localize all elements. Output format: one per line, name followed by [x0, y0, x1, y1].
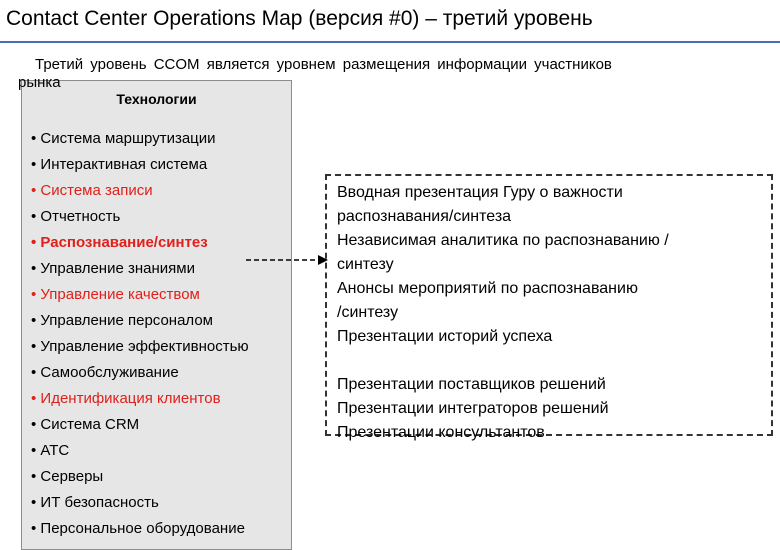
info-line: синтезу — [337, 256, 394, 273]
technology-item: • Самообслуживание — [31, 364, 179, 381]
technology-item: • Управление персоналом — [31, 312, 213, 329]
info-line: Презентации поставщиков решений — [337, 376, 606, 393]
technology-item: • ИТ безопасность — [31, 494, 159, 511]
intro-text: Третий уровень CCOM является уровнем размещения информации участников — [35, 56, 612, 73]
technology-item: • Управление эффективностью — [31, 338, 249, 355]
info-line: Вводная презентация Гуру о важности — [337, 184, 623, 201]
page-title: Contact Center Operations Map (версия #0) – третий уровень — [6, 7, 593, 30]
technology-item: • Управление знаниями — [31, 260, 195, 277]
technology-item: • Идентификация клиентов — [31, 390, 221, 407]
technology-item: • Система маршрутизации — [31, 130, 216, 147]
info-line: Презентации консультантов — [337, 424, 545, 441]
info-line: /синтезу — [337, 304, 399, 321]
info-line: распознавания/синтеза — [337, 208, 512, 225]
technology-item: • Отчетность — [31, 208, 121, 225]
technologies-list — [31, 126, 249, 542]
info-line: Независимая аналитика по распознаванию / — [337, 232, 669, 249]
technologies-heading: Технологии — [116, 91, 197, 107]
technology-item: • Распознавание/синтез — [31, 234, 208, 251]
info-box — [325, 174, 773, 441]
info-line: Анонсы мероприятий по распознаванию — [337, 280, 638, 297]
technology-item: • Система CRM — [31, 416, 140, 433]
info-group-analytics — [337, 181, 771, 349]
technology-item: • АТС — [31, 442, 70, 459]
technology-item: • Серверы — [31, 468, 104, 485]
info-line: Презентации историй успеха — [337, 328, 553, 345]
intro-text-continued: рынка — [18, 74, 61, 91]
technology-item: • Персональное оборудование — [31, 520, 245, 537]
title-divider — [0, 41, 780, 43]
technology-item: • Система записи — [31, 182, 153, 199]
info-line: Презентации интеграторов решений — [337, 400, 609, 417]
info-group-presentations — [337, 373, 771, 445]
technologies-panel — [21, 80, 292, 550]
technology-item: • Управление качеством — [31, 286, 200, 303]
technology-item: • Интерактивная система — [31, 156, 208, 173]
